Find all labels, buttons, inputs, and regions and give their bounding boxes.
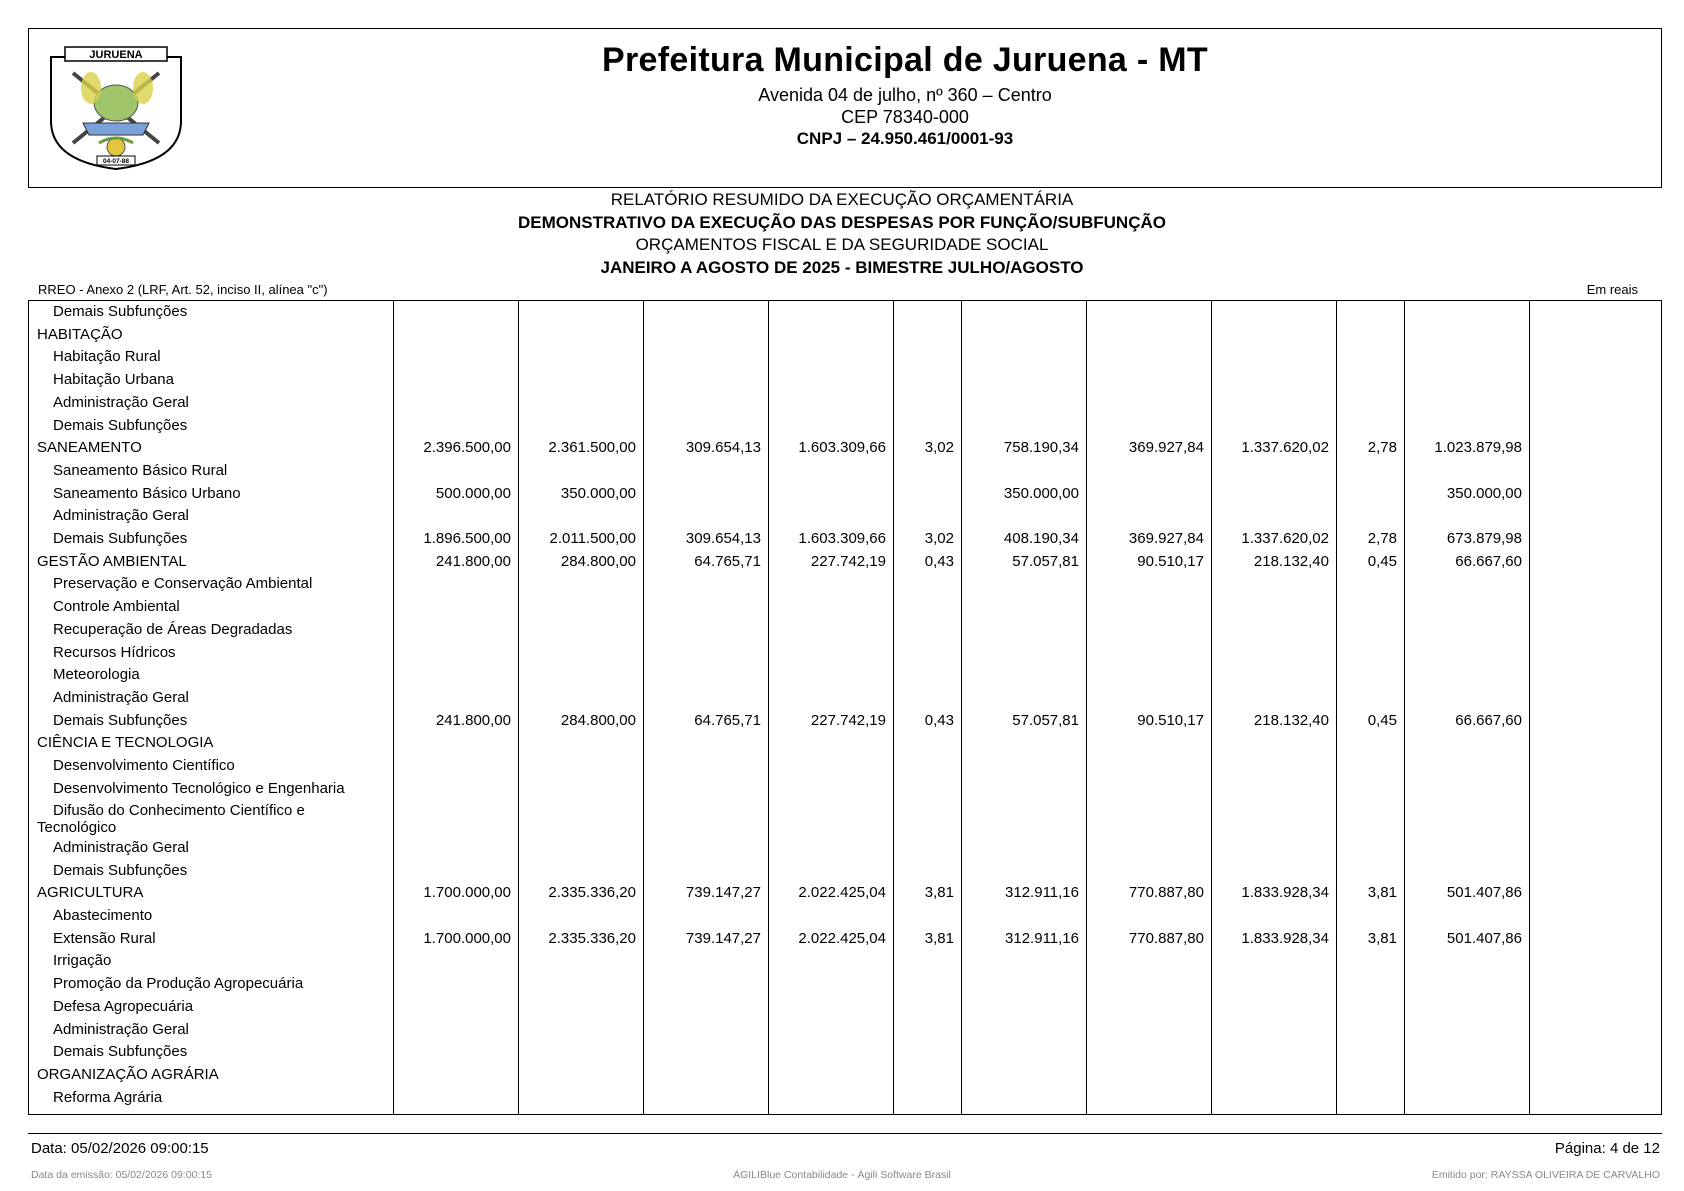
row-label: Recuperação de Áreas Degradadas bbox=[53, 620, 293, 638]
table-cell: 1.337.620,02 bbox=[1241, 530, 1329, 547]
table-row bbox=[29, 778, 1662, 801]
table-cell: 501.407,86 bbox=[1446, 929, 1522, 947]
table-cell: 1.337.620,02 bbox=[1241, 439, 1329, 457]
table-cell: 57.057,81 bbox=[1012, 552, 1079, 570]
row-label: Administração Geral bbox=[53, 838, 189, 856]
table-row bbox=[29, 800, 1662, 836]
table-cell: 3,81 bbox=[1367, 929, 1397, 947]
table-cell: 350.000,00 bbox=[1446, 484, 1522, 502]
table-row bbox=[29, 642, 1662, 665]
report-title-line2: DEMONSTRATIVO DA EXECUÇÃO DAS DESPESAS POR FUNÇÃO/SUBFUNÇÃO bbox=[518, 212, 1166, 232]
table-row bbox=[29, 973, 1662, 996]
table-cell: 2,78 bbox=[1367, 530, 1397, 547]
table-row bbox=[29, 1087, 1662, 1110]
table-cell: 501.407,86 bbox=[1446, 884, 1522, 902]
table-cell: 1.833.928,34 bbox=[1241, 884, 1329, 902]
table-cell: 369.927,84 bbox=[1128, 439, 1204, 457]
table-cell: 408.190,34 bbox=[1003, 530, 1079, 547]
report-title-line4: JANEIRO A AGOSTO DE 2025 - BIMESTRE JULHO/AGOSTO bbox=[600, 257, 1084, 277]
row-label: Difusão do Conhecimento Científico e Tecnológico bbox=[37, 802, 305, 837]
table-cell: 284.800,00 bbox=[560, 711, 636, 729]
table-cell: 241.800,00 bbox=[435, 552, 511, 570]
row-label: Irrigação bbox=[53, 952, 112, 970]
table-cell: 90.510,17 bbox=[1137, 711, 1204, 729]
row-label: Abastecimento bbox=[53, 907, 153, 924]
table-row bbox=[29, 324, 1662, 347]
table-cell: 500.000,00 bbox=[435, 484, 511, 502]
footer-emission-date: Data da emissão: 05/02/2026 09:00:15 bbox=[31, 1169, 212, 1181]
table-cell: 2.335.336,20 bbox=[548, 884, 636, 902]
table-row bbox=[29, 528, 1662, 551]
table-cell: 1.603.309,66 bbox=[798, 439, 886, 457]
table-cell: 241.800,00 bbox=[435, 711, 511, 729]
table-cell: 739.147,27 bbox=[685, 884, 761, 902]
table-row bbox=[29, 460, 1662, 483]
table-row bbox=[29, 860, 1662, 883]
table-cell: 0,43 bbox=[924, 711, 954, 729]
table-cell: 3,81 bbox=[924, 884, 954, 902]
table-cell: 218.132,40 bbox=[1253, 711, 1329, 729]
table-cell: 2.396.500,00 bbox=[423, 439, 511, 457]
footer-software: ÁGILIBlue Contabilidade - Ágili Software Brasil bbox=[733, 1169, 951, 1181]
header-box bbox=[28, 28, 1662, 188]
table-row bbox=[29, 301, 1662, 324]
row-label: Demais Subfunções bbox=[53, 530, 188, 547]
table-row bbox=[29, 619, 1662, 642]
address: Avenida 04 de julho, nº 360 – Centro bbox=[758, 85, 1052, 105]
table-cell: 0,45 bbox=[1367, 552, 1397, 570]
row-label: GESTÃO AMBIENTAL bbox=[37, 552, 187, 570]
row-label: Saneamento Básico Urbano bbox=[53, 484, 241, 502]
table-cell: 312.911,16 bbox=[1005, 929, 1079, 947]
table-cell: 770.887,80 bbox=[1128, 884, 1204, 902]
table-cell: 227.742,19 bbox=[810, 552, 886, 570]
row-label: Demais Subfunções bbox=[53, 1043, 188, 1061]
municipality-title: Prefeitura Municipal de Juruena - MT bbox=[602, 41, 1208, 79]
row-label: Meteorologia bbox=[53, 666, 140, 684]
table-cell: 1.700.000,00 bbox=[423, 929, 511, 947]
table-row bbox=[29, 710, 1662, 733]
table-cell: 758.190,34 bbox=[1003, 439, 1079, 457]
table-row bbox=[29, 732, 1662, 755]
row-label: Habitação Urbana bbox=[53, 371, 174, 389]
row-label: Recursos Hídricos bbox=[53, 643, 176, 661]
table-cell: 2.022.425,04 bbox=[798, 884, 886, 902]
table-cell: 1.023.879,98 bbox=[1434, 439, 1522, 457]
footer-page-number: Página: 4 de 12 bbox=[1554, 1140, 1660, 1157]
row-label: AGRICULTURA bbox=[37, 884, 144, 902]
table-cell: 1.896.500,00 bbox=[423, 530, 511, 547]
table-row bbox=[29, 928, 1662, 951]
row-label: SANEAMENTO bbox=[37, 439, 142, 457]
row-label: Administração Geral bbox=[53, 393, 189, 411]
table-cell: 770.887,80 bbox=[1128, 929, 1204, 947]
row-label: Preservação e Conservação Ambiental bbox=[53, 575, 313, 593]
row-label: Administração Geral bbox=[53, 507, 189, 525]
table-cell: 66.667,60 bbox=[1455, 711, 1522, 729]
unit-label: Em reais bbox=[1586, 282, 1638, 297]
table-cell: 739.147,27 bbox=[685, 929, 761, 947]
table-row bbox=[29, 882, 1662, 905]
table-cell: 64.765,71 bbox=[694, 711, 761, 729]
table-cell: 218.132,40 bbox=[1253, 552, 1329, 570]
table-row bbox=[29, 905, 1662, 928]
row-label: Desenvolvimento Científico bbox=[53, 757, 235, 774]
row-label: Habitação Rural bbox=[53, 348, 161, 366]
table-row bbox=[29, 505, 1662, 528]
cnpj: CNPJ – 24.950.461/0001-93 bbox=[796, 129, 1014, 148]
table-cell: 3,02 bbox=[924, 439, 954, 457]
row-label: ORGANIZAÇÃO AGRÁRIA bbox=[37, 1065, 219, 1083]
table-row bbox=[29, 755, 1662, 778]
table-cell: 64.765,71 bbox=[694, 552, 761, 570]
table-row bbox=[29, 1064, 1662, 1087]
table-cell: 2.361.500,00 bbox=[548, 439, 636, 457]
table-row bbox=[29, 369, 1662, 392]
row-label: Reforma Agrária bbox=[53, 1088, 163, 1106]
table-row bbox=[29, 346, 1662, 369]
table-cell: 673.879,98 bbox=[1446, 530, 1522, 547]
table-row bbox=[29, 596, 1662, 619]
table-row bbox=[29, 392, 1662, 415]
row-label: Demais Subfunções bbox=[53, 303, 188, 320]
row-label: Administração Geral bbox=[53, 688, 189, 706]
table-cell: 2.022.425,04 bbox=[798, 929, 886, 947]
row-label: Saneamento Básico Rural bbox=[53, 461, 228, 479]
row-label: Promoção da Produção Agropecuária bbox=[53, 975, 304, 993]
table-row bbox=[29, 950, 1662, 973]
svg-text:04-07-88: 04-07-88 bbox=[102, 158, 130, 165]
table-cell: 3,81 bbox=[924, 929, 954, 947]
table-cell: 284.800,00 bbox=[560, 552, 636, 570]
table-cell: 57.057,81 bbox=[1012, 711, 1079, 729]
table-row bbox=[29, 1019, 1662, 1042]
row-label: HABITAÇÃO bbox=[37, 325, 123, 343]
table-cell: 3,02 bbox=[924, 530, 954, 547]
svg-text:JURUENA: JURUENA bbox=[89, 49, 143, 61]
table-row bbox=[29, 1041, 1662, 1064]
report-title-line3: ORÇAMENTOS FISCAL E DA SEGURIDADE SOCIAL bbox=[635, 235, 1049, 254]
table-row bbox=[29, 483, 1662, 506]
table-row bbox=[29, 687, 1662, 710]
table-cell: 90.510,17 bbox=[1137, 552, 1204, 570]
row-label: Extensão Rural bbox=[53, 929, 156, 947]
row-label: Demais Subfunções bbox=[53, 711, 188, 729]
table-cell: 66.667,60 bbox=[1455, 552, 1522, 570]
report-title-line1: RELATÓRIO RESUMIDO DA EXECUÇÃO ORÇAMENTÁRIA bbox=[610, 190, 1074, 209]
table-cell: 2.335.336,20 bbox=[548, 929, 636, 947]
table-cell: 2,78 bbox=[1367, 439, 1397, 457]
footer-divider bbox=[28, 1133, 1662, 1134]
table-cell: 3,81 bbox=[1367, 884, 1397, 902]
row-label: Demais Subfunções bbox=[53, 861, 188, 879]
table-row bbox=[29, 573, 1662, 596]
expense-table bbox=[28, 300, 1662, 1115]
row-label: Defesa Agropecuária bbox=[53, 997, 194, 1015]
table-cell: 309.654,13 bbox=[685, 439, 761, 457]
table-cell: 2.011.500,00 bbox=[549, 530, 636, 547]
row-label: Demais Subfunções bbox=[53, 416, 188, 434]
table-cell: 0,43 bbox=[924, 552, 954, 570]
footer-issued-by: Emitido por: RAYSSA OLIVEIRA DE CARVALHO bbox=[1431, 1169, 1660, 1181]
annex-reference: RREO - Anexo 2 (LRF, Art. 52, inciso II, alínea "c") bbox=[38, 282, 328, 297]
table-row bbox=[29, 996, 1662, 1019]
table-cell: 0,45 bbox=[1367, 711, 1397, 729]
table-cell: 227.742,19 bbox=[810, 711, 886, 729]
table-row bbox=[29, 415, 1662, 438]
row-label: Desenvolvimento Tecnológico e Engenharia bbox=[53, 779, 345, 797]
table-cell: 312.911,16 bbox=[1005, 884, 1079, 902]
table-row bbox=[29, 664, 1662, 687]
table-cell: 309.654,13 bbox=[685, 530, 761, 547]
table-row bbox=[29, 837, 1662, 860]
table-cell: 350.000,00 bbox=[560, 484, 636, 502]
table-cell: 369.927,84 bbox=[1128, 530, 1204, 547]
table-row bbox=[29, 437, 1662, 460]
table-row bbox=[29, 551, 1662, 574]
table-cell: 1.603.309,66 bbox=[798, 530, 886, 547]
row-label: CIÊNCIA E TECNOLOGIA bbox=[37, 734, 214, 752]
row-label: Controle Ambiental bbox=[53, 598, 180, 616]
cep: CEP 78340-000 bbox=[841, 107, 969, 127]
table-cell: 1.833.928,34 bbox=[1241, 929, 1329, 947]
table-cell: 350.000,00 bbox=[1003, 484, 1079, 502]
row-label: Administração Geral bbox=[53, 1020, 189, 1038]
footer-date: Data: 05/02/2026 09:00:15 bbox=[31, 1140, 209, 1157]
table-cell: 1.700.000,00 bbox=[423, 884, 511, 902]
report-titles bbox=[0, 189, 1684, 279]
